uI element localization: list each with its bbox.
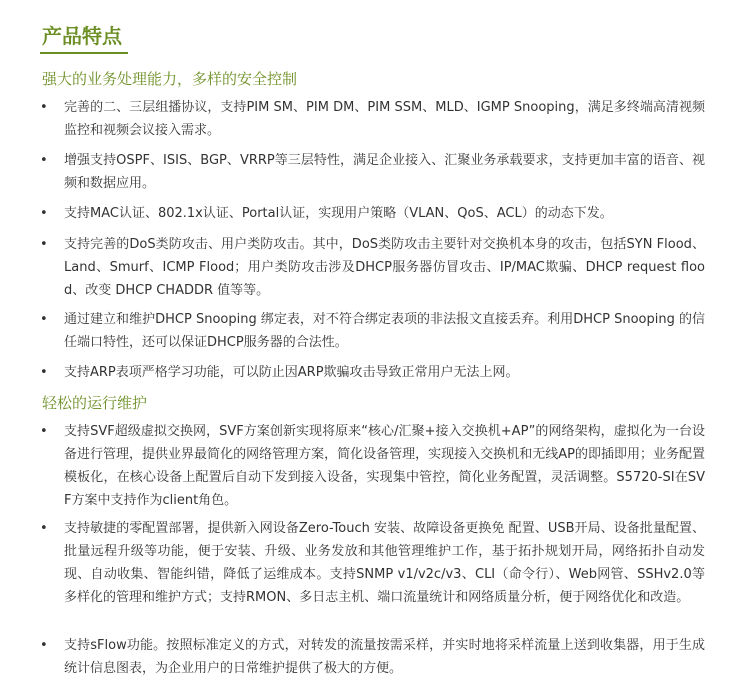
- list-item-text: 支持SVF超级虚拟交换网，SVF方案创新实现将原来“核心/汇聚+接入交换机+AP”的网络架构，虚拟化为一台设备进行管理，提供业界最简化的网络管理方案，简化设备管理，实现接入交换机和无线AP的即插即用；业务配置模板化，在核心设备上配置后自动下发到接入设备，实现集中管控，简化业务配置，灵活调整。S5720-SI在SVF方案中支持作为client角色。: [64, 424, 705, 508]
- list-item: [40, 361, 705, 384]
- bullet: •: [40, 312, 48, 327]
- list-item-text: 支持sFlow功能。按照标准定义的方式，对转发的流量按需采样，并实时地将采样流量上送到收集器，用于生成统计信息图表，为企业用户的日常维护提供了极大的方便。: [64, 638, 705, 676]
- section-heading-security: 强大的业务处理能力，多样的安全控制: [42, 70, 298, 88]
- bullet: •: [40, 206, 48, 221]
- bullet: •: [40, 365, 48, 380]
- section-heading-maintenance: 轻松的运行维护: [42, 394, 148, 412]
- list-item: [40, 96, 705, 142]
- list-item-text: 支持MAC认证、802.1x认证、Portal认证，实现用户策略（VLAN、QoS、ACL）的动态下发。: [64, 206, 613, 221]
- bullet: •: [40, 521, 48, 536]
- list-item-text: 通过建立和维护DHCP Snooping 绑定表，对不符合绑定表项的非法报文直接丢弃。利用DHCP Snooping 的信任端口特性，还可以保证DHCP服务器的合法性。: [64, 312, 705, 350]
- list-item-text: 支持敏捷的零配置部署，提供新入网设备Zero-Touch 安装、故障设备更换免 配置、USB开局、设备批量配置、批量远程升级等功能，便于安装、升级、业务发放和其他管理维护工作，基于拓扑规划开局，网络拓扑自动发现、自动收集、智能纠错，降低了运维成本。支持SNMP v1/v2c/v3、CLI（命令行）、Web网管、SSHv2.0等多样化的管理和维护方式；支持RMON、多日志主机、端口流量统计和网络质量分析，便于网络优化和改造。: [64, 521, 705, 605]
- list-item: [40, 634, 705, 680]
- bullet: •: [40, 237, 48, 252]
- list-item: [40, 149, 705, 195]
- bullet: •: [40, 638, 48, 653]
- bullet: •: [40, 153, 48, 168]
- list-item: [40, 233, 705, 302]
- bullet: •: [40, 100, 48, 115]
- title-underline: [40, 52, 128, 54]
- bullet: •: [40, 424, 48, 439]
- list-item: [40, 202, 705, 225]
- list-item: [40, 517, 705, 609]
- list-item-text: 增强支持OSPF、ISIS、BGP、VRRP等三层特性，满足企业接入、汇聚业务承载要求，支持更加丰富的语音、视频和数据应用。: [64, 153, 705, 191]
- list-item-text: 完善的二、三层组播协议，支持PIM SM、PIM DM、PIM SSM、MLD、IGMP Snooping，满足多终端高清视频监控和视频会议接入需求。: [64, 100, 705, 138]
- list-item-text: 支持ARP表项严格学习功能，可以防止因ARP欺骗攻击导致正常用户无法上网。: [64, 365, 519, 380]
- list-item: [40, 308, 705, 354]
- list-item: [40, 420, 705, 512]
- list-item-text: 支持完善的DoS类防攻击、用户类防攻击。其中，DoS类防攻击主要针对交换机本身的攻击，包括SYN Flood、Land、Smurf、ICMP Flood；用户类防攻击涉及DHCP服务器仿冒攻击、IP/MAC欺骗、DHCP request flood、改变 DHCP CHADDR 值等等。: [64, 237, 705, 298]
- page-title: 产品特点: [42, 24, 122, 48]
